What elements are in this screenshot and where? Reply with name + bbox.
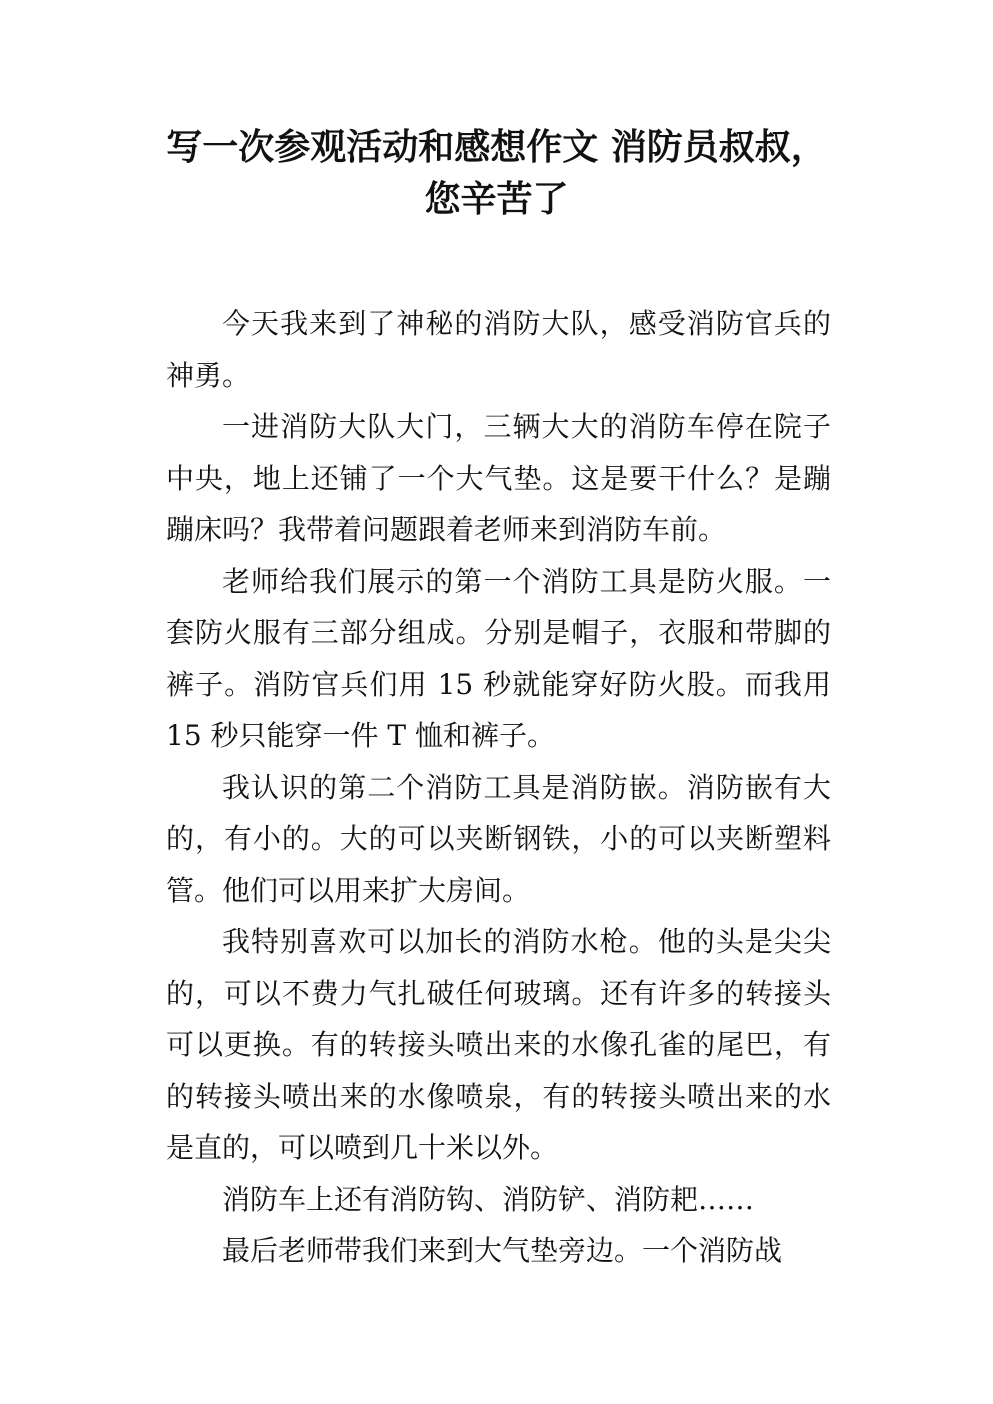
document-title: 写一次参观活动和感想作文 消防员叔叔，您辛苦了: [166, 127, 827, 220]
paragraph: 消防车上还有消防钩、消防铲、消防耙……: [222, 1182, 755, 1216]
paragraph: 一进消防大队大门，三辆大大的消防车停在院子中央，地上还铺了一个大气垫。这是要干什么？是蹦蹦床吗？我带着问题跟着老师来到消防车前。: [166, 410, 831, 546]
document-body: [166, 298, 831, 1277]
paragraph: 我认识的第二个消防工具是消防嵌。消防嵌有大的，有小的。大的可以夹断钢铁，小的可以夹断塑料管。他们可以用来扩大房间。: [166, 770, 831, 907]
paragraph: 今天我来到了神秘的消防大队，感受消防官兵的神勇。: [166, 307, 831, 392]
paragraph: 我特别喜欢可以加长的消防水枪。他的头是尖尖的，可以不费力气扎破任何玻璃。还有许多的转接头可以更换。有的转接头喷出来的水像孔雀的尾巴，有的转接头喷出来的水像喷泉，有的转接头喷出来的水是直的，可以喷到几十米以外。: [166, 925, 831, 1164]
paragraph: 最后老师带我们来到大气垫旁边。一个消防战: [222, 1234, 783, 1267]
paragraph: 老师给我们展示的第一个消防工具是防火服。一套防火服有三部分组成。分别是帽子，衣服和带脚的裤子。消防官兵们用 15 秒就能穿好防火股。而我用 15 秒只能穿一件 T 恤和裤子。: [166, 564, 831, 752]
